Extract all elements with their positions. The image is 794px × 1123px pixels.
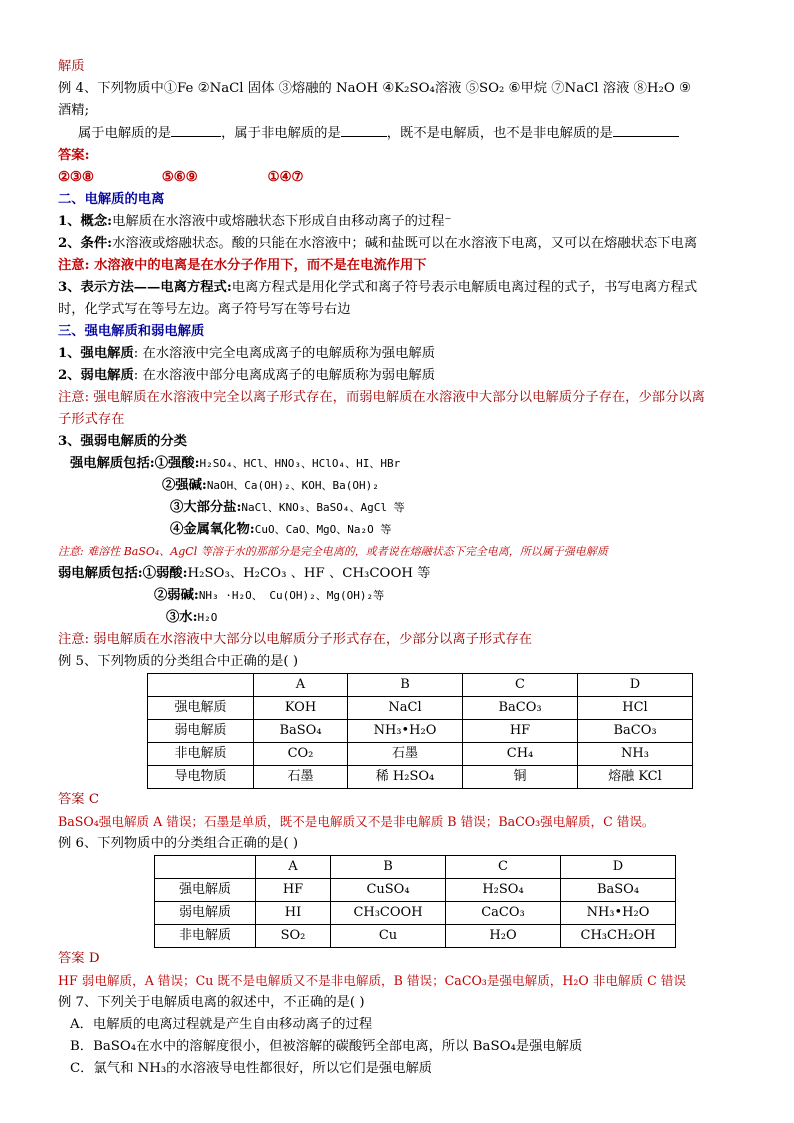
sec2-p3-text: 电离方程式是用化学式和离子符号表示电解质电离过程的式子，书写电离方程式: [231, 280, 698, 295]
ex5-question: 例 5、下列物质的分类组合中正确的是( ): [58, 654, 299, 669]
strong-3-label: ③大部分盐:: [170, 500, 242, 515]
ex4-blank-label-3: ，既不是电解质，也不是非电解质的是: [386, 126, 613, 141]
table-cell: 稀 H₂SO₄: [348, 766, 463, 789]
table-cell: CH₃COOH: [331, 902, 446, 925]
table-cell: CO₂: [254, 743, 348, 766]
table-cell: 强电解质: [155, 879, 256, 902]
table-cell: NH₃: [578, 743, 693, 766]
ex4-question-line1: 例 4、下列物质中①Fe ②NaCl 固体 ③熔融的 NaOH ④K₂SO₄溶液 ⑤SO₂ ⑥甲烷 ⑦NaCl 溶液 ⑧H₂O ⑨: [58, 81, 691, 96]
table-cell: SO₂: [256, 925, 331, 948]
table-row: [148, 697, 693, 720]
table-header-cell: B: [331, 856, 446, 879]
sec3-note3: 注意: 弱电解质在水溶液中大部分以电解质分子形式存在，少部分以离子形式存在: [58, 632, 533, 647]
table-cell: CaCO₃: [446, 902, 561, 925]
weak-row-3: [58, 607, 748, 629]
table-row: [148, 766, 693, 789]
weak-2-label: ②弱碱:: [154, 588, 199, 603]
sec2-p2: [58, 233, 748, 255]
ex6-answer: 答案 D: [58, 951, 100, 966]
ex7-option-b: B．BaSO₄在水中的溶解度很小，但被溶解的碳酸钙全部电离，所以 BaSO₄是强电解质: [70, 1039, 583, 1054]
weak-2: NH₃ ·H₂O、 Cu(OH)₂、Mg(OH)₂等: [198, 589, 385, 602]
sec2-p1-text: 电解质在水溶液中或熔融状态下形成自由移动离子的过程⁻: [112, 214, 452, 229]
table-cell: 强电解质: [148, 697, 254, 720]
sec2-note: 注意: 水溶液中的电离是在水分子作用下，而不是在电流作用下: [58, 258, 427, 273]
weak-1: H₂SO₃、H₂CO₃ 、HF 、CH₃COOH 等: [187, 566, 431, 581]
table-cell: CH₄: [463, 743, 578, 766]
table-cell: BaSO₄: [561, 879, 676, 902]
table-cell: HI: [256, 902, 331, 925]
table-header-cell: A: [256, 856, 331, 879]
strong-3: NaCl、KNO₃、BaSO₄、AgCl 等: [241, 501, 405, 514]
table-cell: H₂SO₄: [446, 879, 561, 902]
ex4-answer-a: ②③⑧: [58, 170, 94, 185]
strong-label: 强电解质包括:: [70, 456, 155, 471]
sec3-note2: 注意: 难溶性 BaSO₄、AgCl 等溶于水的那部分是完全电离的，或者说在熔融状态下完全电离，所以属于强电解质: [58, 545, 608, 558]
sec3-note1: 注意: 强电解质在水溶液中完全以离子形式存在，而弱电解质在水溶液中大部分以电解质分子存在，少部分以离: [58, 390, 705, 405]
strong-row-3: [58, 497, 748, 519]
ex4-blank-2[interactable]: [341, 122, 387, 137]
table-row: [148, 743, 693, 766]
table-header-cell: C: [463, 674, 578, 697]
ex5-explain: BaSO₄强电解质 A 错误；石墨是单质，既不是电解质又不是非电解质 B 错误；BaCO₃强电解质，C 错误。: [58, 814, 655, 829]
table-cell: [148, 674, 254, 697]
table-cell: BaCO₃: [463, 697, 578, 720]
ex6-question: 例 6、下列物质中的分类组合正确的是( ): [58, 836, 299, 851]
ex4-blank-label-2: ，属于非电解质的是: [221, 126, 341, 141]
table-cell: KOH: [254, 697, 348, 720]
ex4-blank-label-1: 属于电解质的是: [78, 126, 172, 141]
table-cell: HF: [256, 879, 331, 902]
table-cell: 弱电解质: [155, 902, 256, 925]
table-cell: 非电解质: [155, 925, 256, 948]
table-header-cell: D: [578, 674, 693, 697]
table-cell: 石墨: [348, 743, 463, 766]
ex7-option-a: A．电解质的电离过程就是产生自由移动离子的过程: [70, 1017, 373, 1032]
ex5-table: [147, 673, 693, 789]
strong-1-label: ①强酸:: [154, 456, 200, 471]
table-row: [155, 902, 676, 925]
ex4-answer-b: ⑤⑥⑨: [161, 170, 198, 185]
sec3-p2-label: 2、弱电解质: [58, 368, 134, 383]
weak-3-label: ③水:: [166, 610, 198, 625]
sec2-p2-text: 水溶液或熔融状态。酸的只能在水溶液中；碱和盐既可以在水溶液下电离，又可以在熔融状态下电离: [112, 236, 698, 251]
table-header-cell: C: [446, 856, 561, 879]
ex6-explain: HF 弱电解质，A 错误；Cu 既不是电解质又不是非电解质，B 错误；CaCO₃是强电解质，H₂O 非电解质 C 错误: [58, 973, 686, 988]
ex4-blank-3[interactable]: [613, 122, 679, 137]
table-row: [155, 879, 676, 902]
strong-4: CuO、CaO、MgO、Na₂O 等: [254, 523, 392, 536]
weak-row-1: [58, 563, 748, 585]
ex4-answers: [58, 167, 748, 189]
sec3-p2-text: : 在水溶液中部分电离成离子的电解质称为弱电解质: [133, 368, 435, 383]
ex4-blank-1[interactable]: [171, 122, 221, 137]
section3-heading: 三、强电解质和弱电解质: [58, 324, 205, 339]
strong-2: NaOH、Ca(OH)₂、KOH、Ba(OH)₂: [206, 479, 379, 492]
table-row: [155, 925, 676, 948]
strong-row-4: [58, 519, 748, 541]
sec3-p3: 3、强弱电解质的分类: [58, 434, 187, 449]
ex6-table: [154, 855, 676, 948]
table-header-cell: B: [348, 674, 463, 697]
table-row: [148, 720, 693, 743]
table-cell: 石墨: [254, 766, 348, 789]
weak-row-2: [58, 585, 748, 607]
sec2-p2-label: 2、条件:: [58, 236, 113, 251]
table-cell: BaCO₃: [578, 720, 693, 743]
table-cell: HCl: [578, 697, 693, 720]
sec3-p2: [58, 365, 748, 387]
sec3-p1-label: 1、强电解质: [58, 346, 134, 361]
table-cell: 熔融 KCl: [578, 766, 693, 789]
table-cell: HF: [463, 720, 578, 743]
table-header-row: [155, 856, 676, 879]
table-cell: CuSO₄: [331, 879, 446, 902]
table-cell: NH₃•H₂O: [561, 902, 676, 925]
sec2-p3-label: 3、表示方法——电离方程式:: [58, 280, 232, 295]
document-page: [58, 56, 748, 1080]
table-cell: 弱电解质: [148, 720, 254, 743]
table-cell: [155, 856, 256, 879]
table-cell: NH₃•H₂O: [348, 720, 463, 743]
sec2-p1: [58, 211, 748, 233]
ex4-question-line3: [58, 122, 748, 145]
sec2-p3-cont: 时，化学式写在等号左边。离子符号写在等号右边: [58, 302, 351, 317]
sec2-p3: [58, 277, 748, 299]
ex4-question-line2: 酒精;: [58, 103, 90, 118]
ex7-option-c: C．氯气和 NH₃的水溶液导电性都很好，所以它们是强电解质: [70, 1061, 433, 1076]
table-header-cell: A: [254, 674, 348, 697]
top-fragment: 解质: [58, 59, 85, 74]
strong-row-1: [58, 453, 748, 475]
weak-1-label: ①弱酸:: [142, 566, 188, 581]
table-cell: CH₃CH₂OH: [561, 925, 676, 948]
table-cell: BaSO₄: [254, 720, 348, 743]
table-header-row: [148, 674, 693, 697]
table-cell: Cu: [331, 925, 446, 948]
sec3-note1-cont: 子形式存在: [58, 412, 125, 427]
ex4-answer-label: 答案:: [58, 148, 90, 163]
strong-1: H₂SO₄、HCl、HNO₃、HClO₄、HI、HBr: [199, 457, 401, 470]
ex7-question: 例 7、下列关于电解质电离的叙述中，不正确的是( ): [58, 995, 365, 1010]
table-cell: 非电解质: [148, 743, 254, 766]
strong-4-label: ④金属氧化物:: [170, 522, 255, 537]
weak-label: 弱电解质包括:: [58, 566, 143, 581]
table-cell: H₂O: [446, 925, 561, 948]
sec3-p1: [58, 343, 748, 365]
table-cell: 铜: [463, 766, 578, 789]
strong-row-2: [58, 475, 748, 497]
ex5-answer: 答案 C: [58, 792, 99, 807]
section2-heading: 二、电解质的电离: [58, 192, 165, 207]
ex4-answer-c: ①④⑦: [267, 170, 304, 185]
strong-2-label: ②强碱:: [162, 478, 207, 493]
weak-3: H₂O: [197, 611, 218, 624]
table-header-cell: D: [561, 856, 676, 879]
sec2-p1-label: 1、概念:: [58, 214, 113, 229]
table-cell: 导电物质: [148, 766, 254, 789]
sec3-p1-text: : 在水溶液中完全电离成离子的电解质称为强电解质: [133, 346, 435, 361]
table-cell: NaCl: [348, 697, 463, 720]
